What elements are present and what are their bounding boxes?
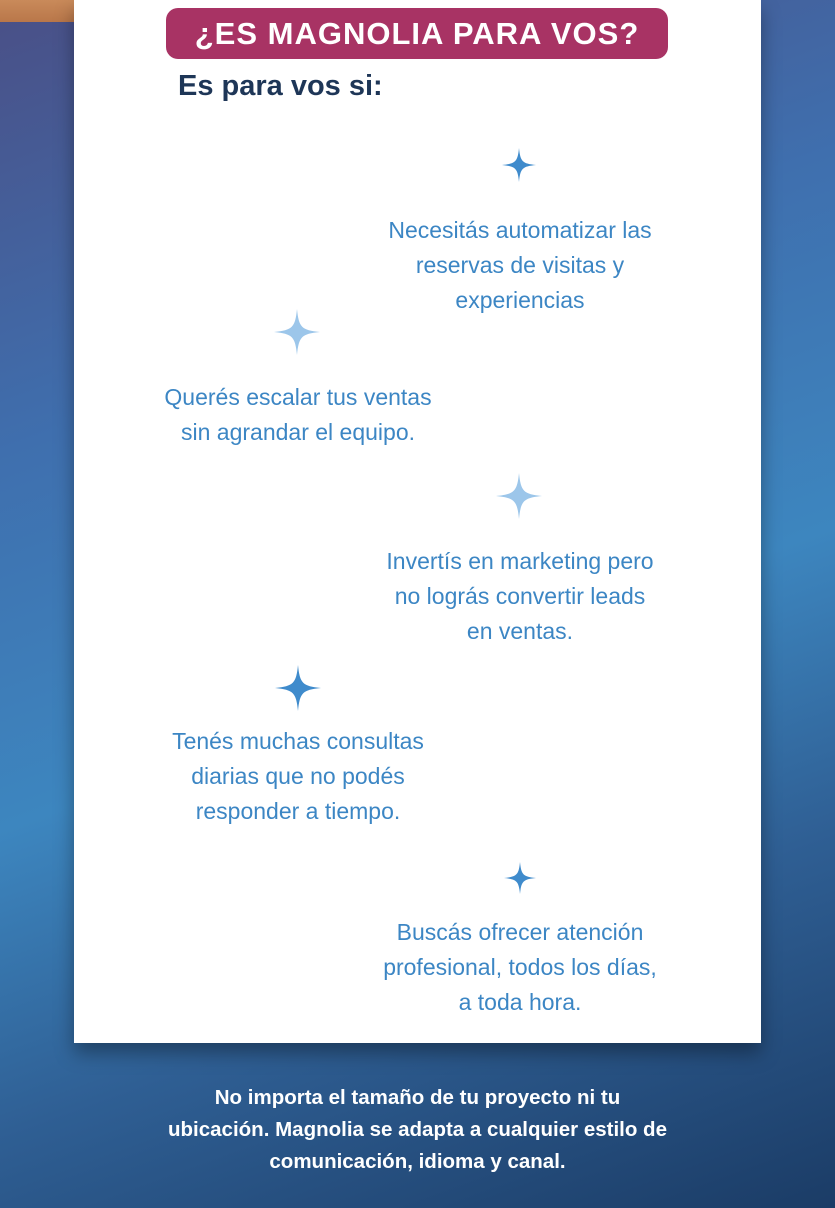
sparkle-icon	[504, 862, 536, 894]
page-title: ¿ES MAGNOLIA PARA VOS?	[166, 8, 668, 59]
list-item: Buscás ofrecer atención profesional, todos los días, a toda hora.	[383, 919, 657, 1015]
sparkle-icon	[496, 473, 542, 519]
list-item: Invertís en marketing pero no lográs convertir leads en ventas.	[386, 548, 654, 644]
content-card	[74, 0, 761, 1043]
list-item: Tenés muchas consultas diarias que no podés responder a tiempo.	[172, 728, 424, 824]
list-item: Necesitás automatizar las reservas de visitas y experiencias	[388, 217, 652, 313]
sparkle-icon	[274, 309, 320, 355]
section-subtitle: Es para vos si:	[178, 70, 383, 102]
list-item: Querés escalar tus ventas sin agrandar el equipo.	[164, 384, 432, 445]
sparkle-icon	[275, 665, 321, 711]
sparkle-icon	[502, 148, 536, 182]
footer-note: No importa el tamaño de tu proyecto ni tu ubicación. Magnolia se adapta a cualquier estilo de comunicación, idioma y canal.	[168, 1086, 667, 1173]
